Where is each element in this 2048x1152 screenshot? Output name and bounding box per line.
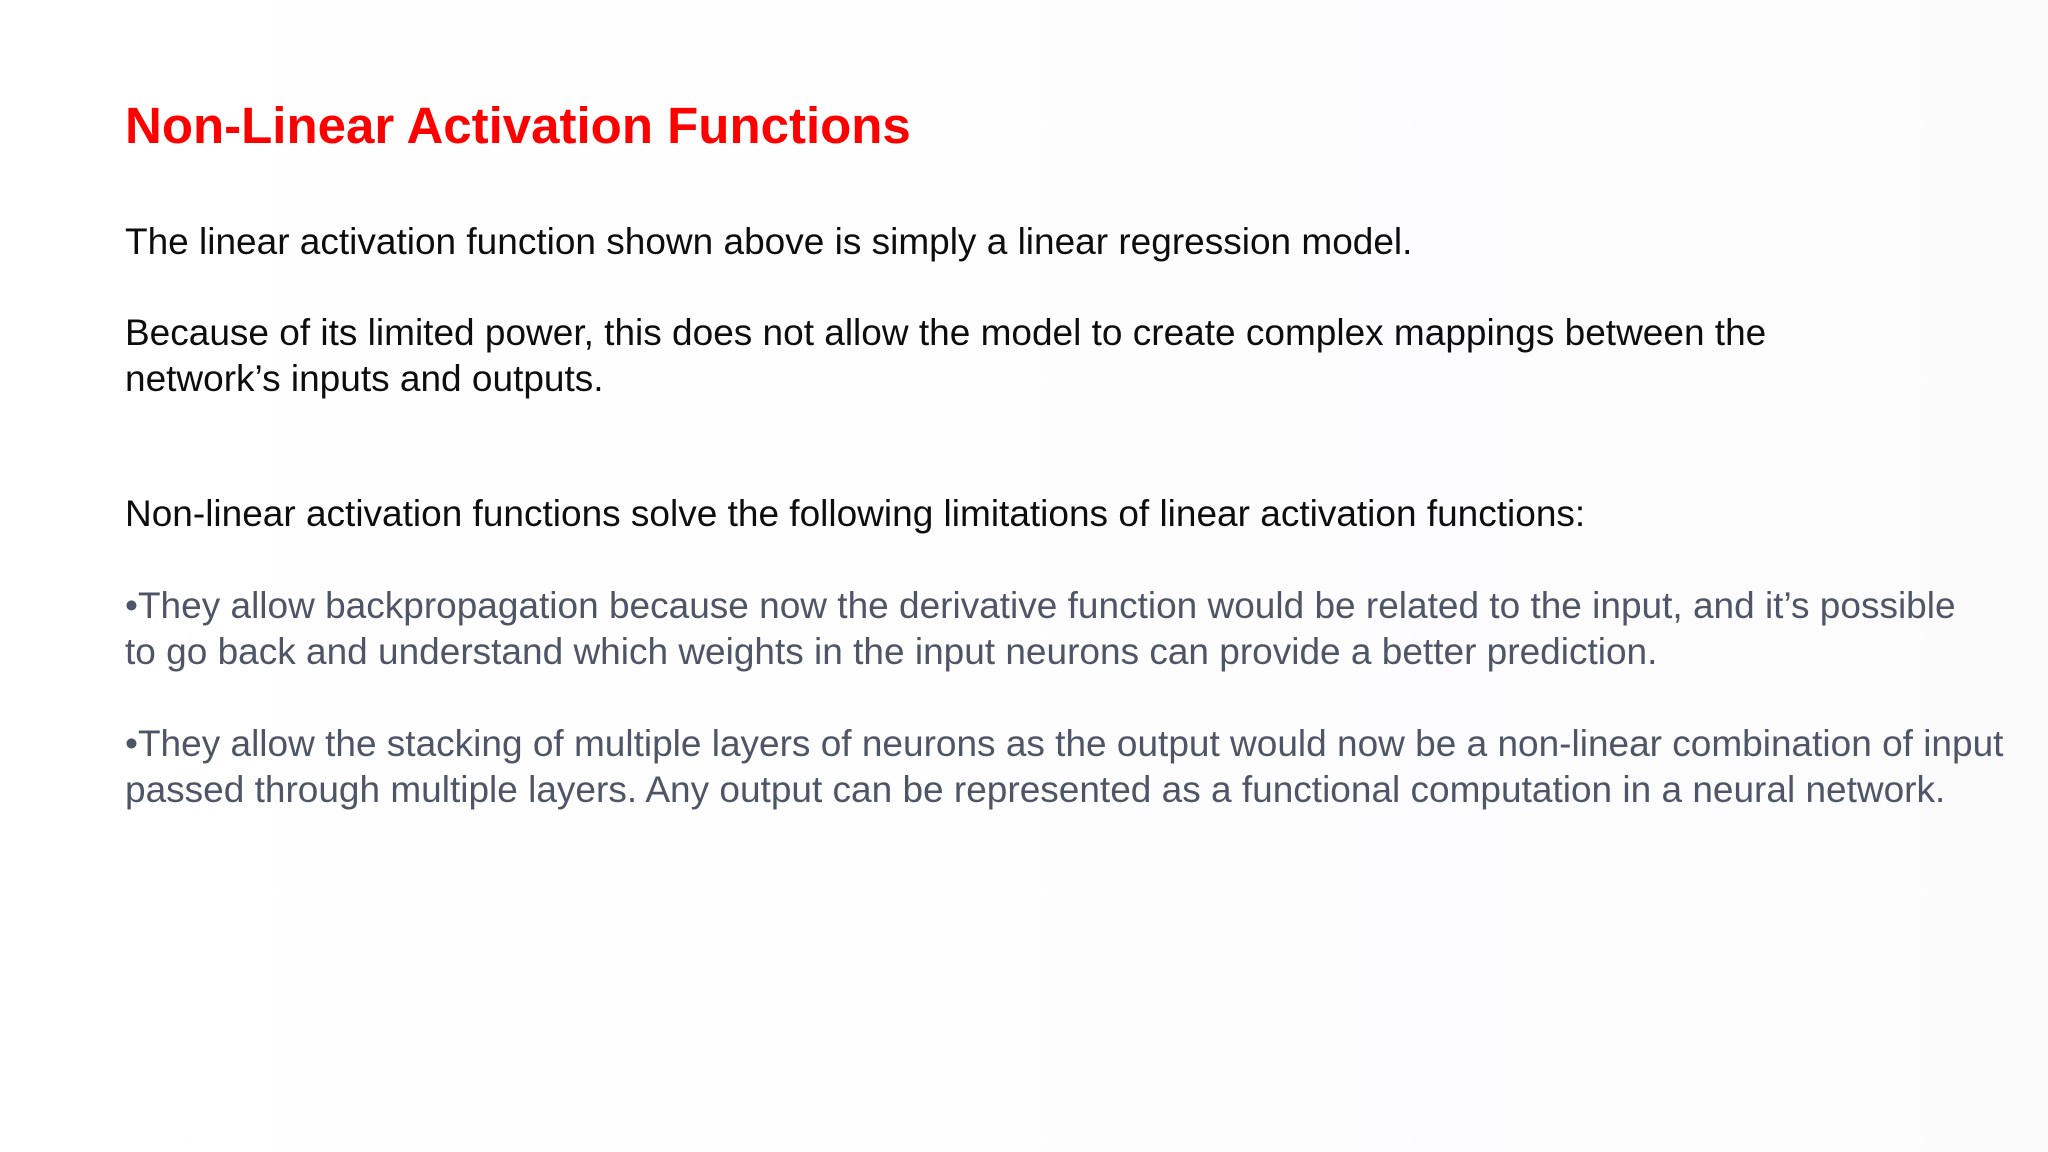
paragraph-nonlinear-intro: Non-linear activation functions solve the following limitations of linear activation functions: bbox=[125, 493, 1586, 534]
slide-title: Non-Linear Activation Functions bbox=[125, 97, 911, 154]
bullet-layer-stacking: •They allow the stacking of multiple layers of neurons as the output would now be a non-linear combination of input passed through multiple layers. Any output can be represented as a functional computation in a neural network. bbox=[125, 723, 2004, 810]
paragraph-linear-regression: The linear activation function shown above is simply a linear regression model. bbox=[125, 221, 1413, 262]
bullet-backpropagation: •They allow backpropagation because now the derivative function would be related to the input, and it’s possible to go back and understand which weights in the input neurons can provide a better prediction. bbox=[125, 585, 1956, 672]
paragraph-limited-power: Because of its limited power, this does not allow the model to create complex mappings between the network’s inputs and outputs. bbox=[125, 312, 1767, 399]
